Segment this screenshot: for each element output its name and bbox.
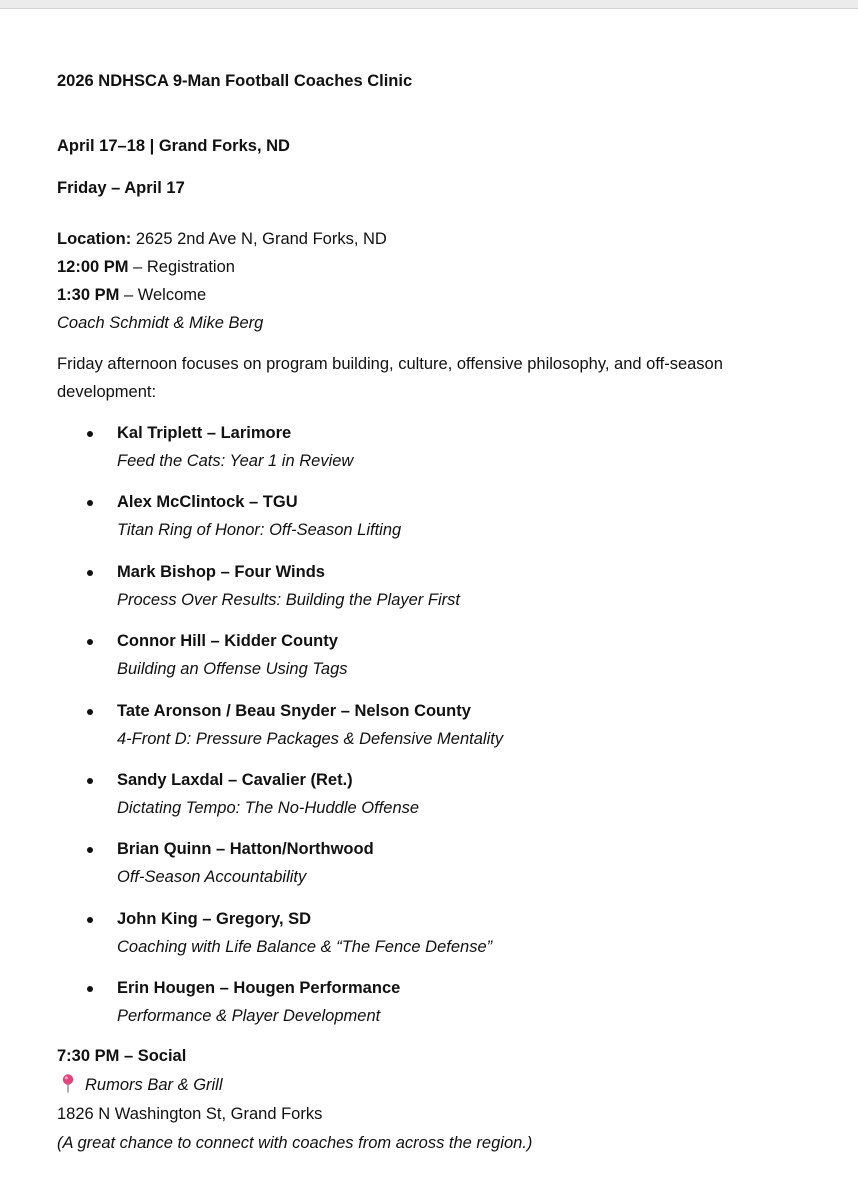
session-item: [57, 766, 847, 835]
session-item: [57, 558, 847, 627]
bullet-icon: [87, 709, 93, 715]
registration-line: [57, 253, 387, 281]
registration-time: 12:00 PM: [57, 258, 129, 276]
welcome-line: [57, 281, 387, 309]
bullet-icon: [87, 847, 93, 853]
day-heading: Friday – April 17: [57, 179, 185, 197]
bullet-icon: [87, 639, 93, 645]
session-item: [57, 697, 847, 766]
session-item: [57, 974, 847, 1043]
schedule-block: [57, 225, 387, 337]
session-speaker: Tate Aronson / Beau Snyder – Nelson County: [117, 701, 471, 720]
round-pushpin-icon: [59, 1073, 77, 1093]
session-topic: Building an Offense Using Tags: [117, 660, 348, 679]
session-speaker: Alex McClintock – TGU: [117, 493, 298, 512]
session-speaker: Mark Bishop – Four Winds: [117, 562, 325, 581]
session-topic: Titan Ring of Honor: Off-Season Lifting: [117, 521, 402, 540]
social-heading: 7:30 PM – Social: [57, 1047, 187, 1065]
bullet-icon: [87, 917, 93, 923]
session-item: [57, 835, 847, 904]
session-topic: Process Over Results: Building the Player First: [117, 590, 460, 609]
afternoon-intro: Friday afternoon focuses on program building, culture, offensive philosophy, and off-season development:: [57, 355, 723, 401]
social-block: [57, 1042, 532, 1158]
bullet-icon: [87, 986, 93, 992]
venue-name: Rumors Bar & Grill: [85, 1076, 223, 1094]
session-item: [57, 627, 847, 696]
session-speaker: Brian Quinn – Hatton/Northwood: [117, 840, 374, 859]
session-item: [57, 419, 847, 488]
bullet-icon: [87, 570, 93, 576]
session-speaker: John King – Gregory, SD: [117, 909, 312, 928]
session-speaker: Sandy Laxdal – Cavalier (Ret.): [117, 770, 353, 789]
venue-address: 1826 N Washington St, Grand Forks: [57, 1105, 323, 1123]
session-topic: Off-Season Accountability: [117, 868, 307, 887]
welcome-time: 1:30 PM: [57, 286, 120, 304]
document-page: [0, 8, 858, 1201]
location-line: [57, 225, 387, 253]
bullet-icon: [87, 778, 93, 784]
bullet-icon: [87, 500, 93, 506]
session-speaker: Erin Hougen – Hougen Performance: [117, 979, 401, 998]
bullet-icon: [87, 431, 93, 437]
session-topic: Dictating Tempo: The No-Huddle Offense: [117, 798, 420, 817]
session-topic: Performance & Player Development: [117, 1007, 381, 1026]
social-note: (A great chance to connect with coaches from across the region.): [57, 1134, 533, 1152]
registration-text: – Registration: [128, 258, 235, 276]
welcome-text: – Welcome: [119, 286, 207, 304]
venue-line: [57, 1071, 532, 1100]
clinic-title: 2026 NDHSCA 9-Man Football Coaches Clinic: [57, 72, 413, 90]
session-item: [57, 488, 847, 557]
session-list: [57, 419, 847, 1044]
location-value: 2625 2nd Ave N, Grand Forks, ND: [131, 230, 387, 248]
welcome-hosts: Coach Schmidt & Mike Berg: [57, 314, 264, 332]
session-topic: Coaching with Life Balance & “The Fence Defense”: [117, 937, 493, 956]
session-item: [57, 905, 847, 974]
location-label: Location:: [57, 230, 132, 248]
session-topic: 4-Front D: Pressure Packages & Defensive Mentality: [117, 729, 504, 748]
session-speaker: Connor Hill – Kidder County: [117, 632, 338, 651]
clinic-dates: April 17–18 | Grand Forks, ND: [57, 137, 290, 155]
session-speaker: Kal Triplett – Larimore: [117, 424, 292, 442]
session-topic: Feed the Cats: Year 1 in Review: [117, 452, 354, 470]
